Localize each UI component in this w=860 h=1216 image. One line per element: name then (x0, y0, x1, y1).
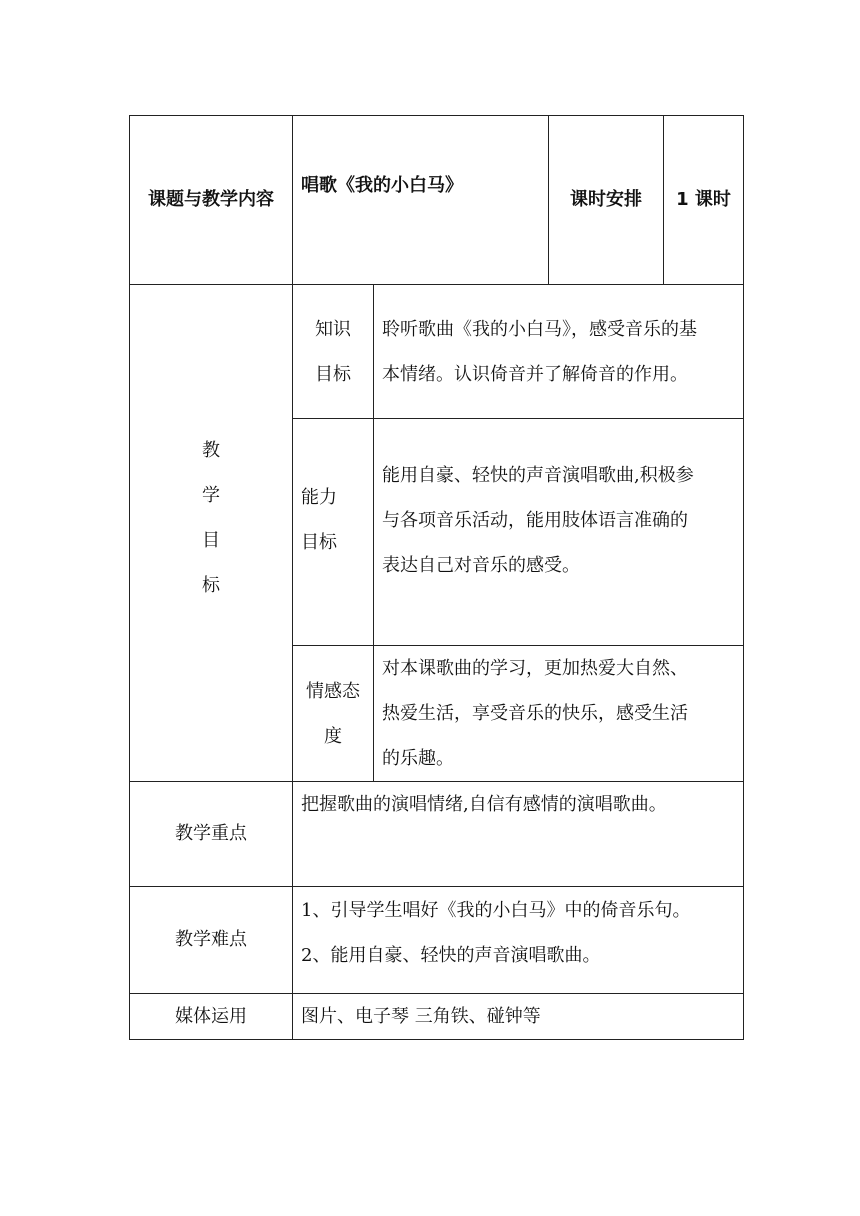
emotion-text-line: 对本课歌曲的学习，更加热爱大自然、 (382, 658, 688, 679)
objectives-label (130, 285, 293, 782)
ability-text (374, 419, 744, 646)
lesson-plan-table (129, 115, 744, 1040)
knowledge-text (374, 285, 744, 419)
ability-text-line: 与各项音乐活动，能用肢体语言准确的 (382, 509, 688, 531)
schedule-label: 课时安排 (549, 116, 664, 285)
knowledge-label (293, 285, 374, 419)
difficulties-line: 1、引导学生唱好《我的小白马》中的倚音乐句。 (301, 900, 691, 921)
key-points-row (130, 782, 744, 887)
key-points-label: 教学重点 (130, 782, 293, 887)
media-row (130, 994, 744, 1040)
ability-label-line: 目标 (301, 532, 337, 553)
difficulties-row (130, 887, 744, 994)
ability-text-line: 能用自豪、轻快的声音演唱歌曲,积极参 (382, 464, 694, 486)
emotion-text-line: 热爱生活，享受音乐的快乐，感受生活 (382, 703, 688, 724)
knowledge-label-line: 目标 (315, 363, 351, 385)
difficulties-label: 教学难点 (130, 887, 293, 994)
emotion-text (374, 646, 744, 782)
ability-text-line: 表达自己对音乐的感受。 (382, 554, 580, 576)
emotion-label (293, 646, 374, 782)
objectives-label-char: 目 (202, 530, 220, 551)
topic-row (130, 116, 744, 285)
knowledge-text-line: 本情绪。认识倚音并了解倚音的作用。 (382, 363, 688, 385)
media-text: 图片、电子琴 三角铁、碰钟等 (293, 994, 744, 1040)
objectives-label-char: 教 (202, 440, 220, 461)
ability-label (293, 419, 374, 646)
objectives-label-char: 学 (202, 485, 220, 506)
ability-label-line: 能力 (301, 487, 337, 508)
knowledge-objective-row (130, 285, 744, 419)
knowledge-text-line: 聆听歌曲《我的小白马》，感受音乐的基 (382, 318, 697, 340)
difficulties-text (293, 887, 744, 994)
knowledge-label-line: 知识 (315, 318, 351, 340)
topic-value: 唱歌《我的小白马》 (293, 116, 549, 285)
topic-label: 课题与教学内容 (130, 116, 293, 285)
schedule-value: 1 课时 (664, 116, 744, 285)
key-points-text: 把握歌曲的演唱情绪,自信有感情的演唱歌曲。 (293, 782, 744, 887)
difficulties-line: 2、能用自豪、轻快的声音演唱歌曲。 (301, 945, 601, 966)
emotion-label-line: 度 (324, 725, 342, 747)
media-label: 媒体运用 (130, 994, 293, 1040)
emotion-label-line: 情感态 (306, 680, 360, 702)
emotion-text-line: 的乐趣。 (382, 748, 454, 769)
objectives-label-char: 标 (202, 575, 220, 596)
